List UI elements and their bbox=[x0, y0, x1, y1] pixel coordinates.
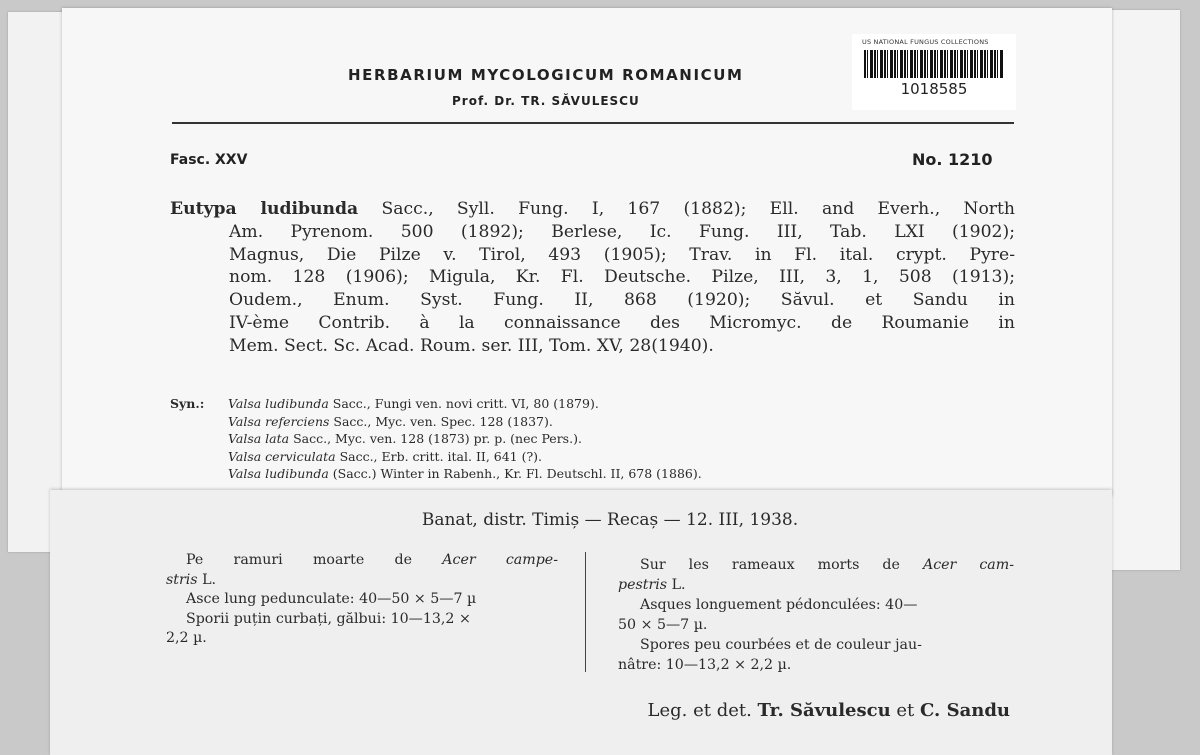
herbarium-director: Prof. Dr. TR. SĂVULESCU bbox=[452, 94, 640, 108]
synonym-label: Syn.: bbox=[170, 396, 205, 411]
description-line: pestris L. bbox=[618, 577, 686, 593]
herbarium-title: HERBARIUM MYCOLOGICUM ROMANICUM bbox=[348, 66, 744, 84]
collection-locality: Banat, distr. Timiș — Recaș — 12. III, 1938. bbox=[421, 510, 799, 530]
collector-name: Tr. Săvulescu bbox=[757, 700, 891, 721]
barcode-label bbox=[852, 34, 1016, 110]
description-french bbox=[618, 555, 1014, 675]
reference-line: Magnus, Die Pilze v. Tirol, 493 (1905); Trav. in Fl. ital. crypt. Pyre- bbox=[229, 244, 1015, 265]
description-line: Asques longuement pédonculées: 40— bbox=[640, 597, 918, 613]
reference-line: Mem. Sect. Sc. Acad. Roum. ser. III, Tom. XV, 28(1940). bbox=[229, 335, 714, 356]
description-line: Sur les rameaux morts de Acer cam- bbox=[640, 557, 1015, 573]
reference-block bbox=[170, 198, 1015, 358]
legit-determinavit: Leg. et det. Tr. Săvulescu et C. Sandu bbox=[647, 700, 1010, 721]
reference-line: Eutypa ludibunda Sacc., Syll. Fung. I, 167 (1882); Ell. and Everh., North bbox=[170, 199, 1015, 219]
description-line: 2,2 µ. bbox=[166, 630, 207, 646]
description-line: 50 × 5—7 µ. bbox=[618, 617, 708, 633]
description-line: Spores peu courbées et de couleur jau- bbox=[640, 637, 922, 653]
reference-line: nom. 128 (1906); Migula, Kr. Fl. Deutsche. Pilze, III, 3, 1, 508 (1913); bbox=[229, 267, 1015, 288]
specimen-number: No. 1210 bbox=[912, 150, 993, 169]
column-divider bbox=[585, 552, 586, 672]
synonym-item: Syn.: Valsa ludibunda Sacc., Fungi ven. novi critt. VI, 80 (1879). bbox=[170, 396, 599, 411]
description-line: Asce lung pedunculate: 40—50 × 5—7 µ bbox=[186, 591, 477, 607]
description-romanian bbox=[166, 551, 558, 649]
synonym-list bbox=[170, 395, 702, 483]
reference-line: Oudem., Enum. Syst. Fung. II, 868 (1920); Săvul. et Sandu in bbox=[229, 290, 1015, 311]
description-line: Sporii puțin curbați, gălbui: 10—13,2 × bbox=[186, 610, 471, 627]
description-line: Pe ramuri moarte de Acer campe- bbox=[186, 552, 558, 568]
synonym-item: Valsa cerviculata Sacc., Erb. critt. ital. II, 641 (?). bbox=[228, 448, 543, 464]
fascicle-number: Fasc. XXV bbox=[170, 152, 248, 168]
synonym-item: Valsa referciens Sacc., Myc. ven. Spec. 128 (1837). bbox=[228, 413, 553, 429]
collector-name: C. Sandu bbox=[920, 700, 1010, 721]
barcode-number: 1018585 bbox=[900, 80, 968, 98]
barcode-icon bbox=[864, 50, 1004, 78]
synonym-item: Valsa lata Sacc., Myc. ven. 128 (1873) pr. p. (nec Pers.). bbox=[228, 431, 582, 446]
header-rule bbox=[172, 122, 1014, 124]
description-line: stris L. bbox=[166, 571, 217, 588]
barcode-caption: US NATIONAL FUNGUS COLLECTIONS bbox=[862, 38, 989, 46]
reference-line: IV-ème Contrib. à la connaissance des Micromyc. de Roumanie in bbox=[229, 312, 1015, 333]
description-line: nâtre: 10—13,2 × 2,2 µ. bbox=[618, 657, 792, 673]
synonym-item: Valsa ludibunda (Sacc.) Winter in Rabenh., Kr. Fl. Deutschl. II, 678 (1886). bbox=[228, 466, 702, 481]
reference-line: Am. Pyrenom. 500 (1892); Berlese, Ic. Fung. III, Tab. LXI (1902); bbox=[229, 221, 1015, 242]
species-name: Eutypa ludibunda bbox=[170, 199, 359, 219]
